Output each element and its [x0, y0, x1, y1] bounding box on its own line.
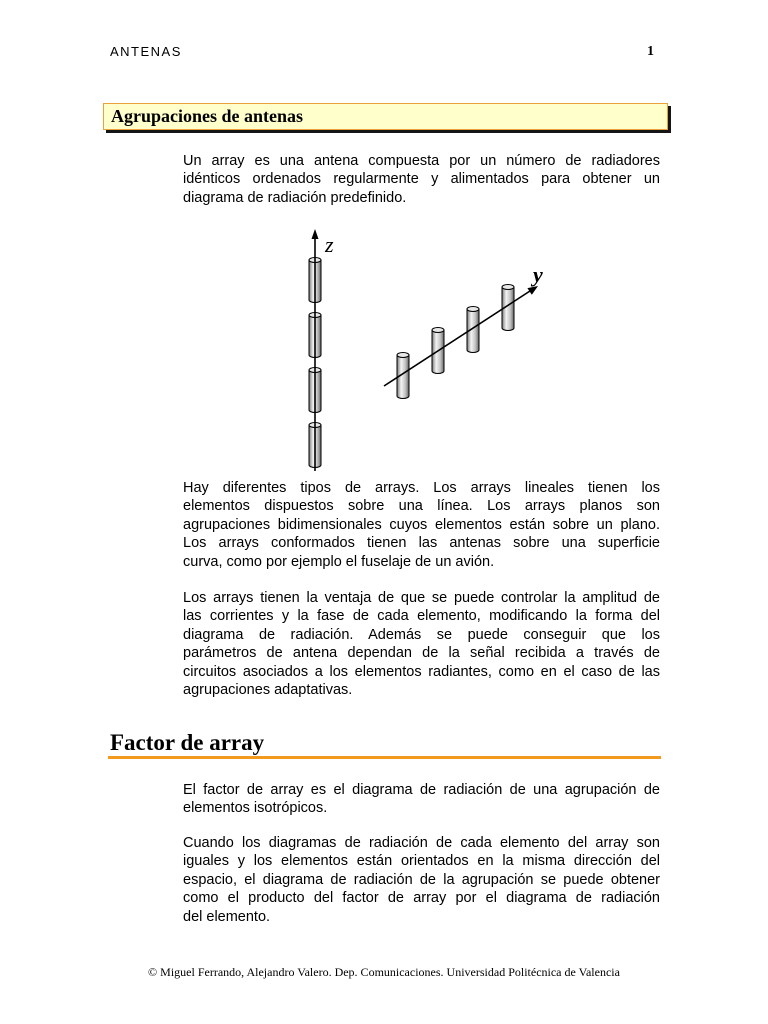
z-linear-array — [309, 229, 334, 471]
paragraph-line: Los arrays tienen la ventaja de que se puede controlar la amplitud de — [183, 590, 660, 606]
y-axis — [384, 291, 530, 386]
running-header-title: ANTENAS — [110, 44, 182, 59]
antenna-arrays-figure — [290, 225, 550, 475]
paragraph-line: diagrama de radiación. Además se puede conseguir que los — [183, 626, 660, 643]
paragraph — [183, 152, 660, 207]
heading-underline — [108, 756, 661, 759]
paragraph-line: El factor de array es el diagrama de radiación de una agrupación de — [183, 782, 660, 798]
y-axis-arrowhead — [527, 286, 538, 295]
paragraph-line: agrupaciones bidimensionales cuyos elementos están sobre un plano. — [183, 516, 660, 533]
footer-copyright: © Miguel Ferrando, Alejandro Valero. Dep. Comunicaciones. Universidad Politécnica de Valencia — [148, 965, 620, 979]
paragraph-line: como el producto del factor de array por el diagrama de radiación — [183, 890, 660, 907]
paragraph-line: agrupaciones adaptativas. — [183, 682, 353, 699]
y-axis-label: y — [533, 262, 543, 287]
paragraph-line: Cuando los diagramas de radiación de cada elemento del array son — [183, 835, 660, 851]
antenna-element — [467, 307, 479, 353]
page-number: 1 — [647, 44, 654, 59]
paragraph — [183, 834, 660, 926]
y-linear-array — [384, 262, 543, 399]
paragraph-line: del elemento. — [183, 908, 271, 925]
z-axis-arrowhead — [312, 229, 319, 239]
paragraph — [183, 589, 660, 699]
paragraph — [183, 781, 660, 818]
paragraph-line: Los arrays conformados tienen las antenas sobre una superficie — [183, 535, 660, 552]
z-axis-label: z — [325, 232, 334, 257]
paragraph-line: espacio, el diagrama de radiación de la agrupación se puede obtener — [183, 871, 660, 888]
paragraph — [183, 479, 660, 571]
paragraph-line: Hay diferentes tipos de arrays. Los arrays lineales tienen los — [183, 480, 660, 496]
paragraph-line: elementos dispuestos sobre una línea. Los arrays planos son — [183, 498, 660, 515]
paragraph-line: curva, como por ejemplo el fuselaje de un avión. — [183, 553, 495, 570]
section-title: Agrupaciones de antenas — [111, 106, 304, 126]
paragraph-line: circuitos asociados a los elementos radiantes, como en el caso de las — [183, 663, 660, 680]
paragraph-line: Un array es una antena compuesta por un número de radiadores — [183, 153, 660, 169]
paragraph-line: diagrama de radiación predefinido. — [183, 189, 407, 206]
paragraph-line: elementos isotrópicos. — [183, 800, 328, 817]
section-heading: Factor de array — [110, 730, 265, 755]
paragraph-line: las corrientes y la fase de cada elemento, modificando la forma del — [183, 608, 660, 625]
paragraph-line: idénticos ordenados regularmente y alimentados para obtener un — [183, 171, 660, 188]
paragraph-line: parámetros de antena dependan de la señal recibida a través de — [183, 645, 660, 662]
paragraph-line: iguales y los elementos están orientados en la misma dirección del — [183, 853, 660, 870]
section-title-box — [103, 103, 668, 130]
